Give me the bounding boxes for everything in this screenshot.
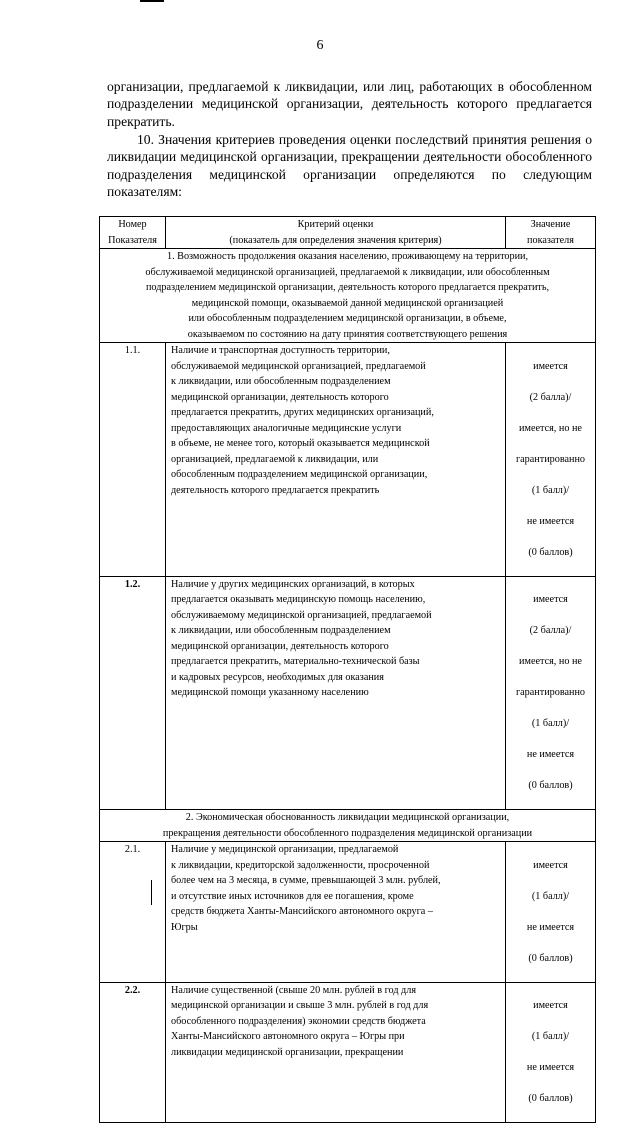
- row-criterion: Наличие и транспортная доступность территории, обслуживаемой медицинской организацией, предлагаемой к ликвидации, или обособленным подразделением медицинской организации, деятельность которого предлагается прекратить, других медицинских организаций, предоставляющих аналогичные медицинские услуги в объеме, не менее того, который оказывается медицинской организацией, предлагаемой к ликвидации, или обособленным подразделением медицинской организации, деятельность которого предлагается прекратить: [166, 343, 506, 577]
- row-value: имеется (2 балла)/ имеется, но не гарантированно (1 балл)/ не имеется (0 баллов): [506, 576, 596, 810]
- row-number: 1.2.: [100, 576, 166, 810]
- item-10-paragraph: 10. Значения критериев проведения оценки последствий принятия решения о ликвидации медицинской организации, прекращении деятельности обособленного подразделения медицинской организации определяются по следующим показателям:: [107, 132, 592, 200]
- row-criterion: Наличие существенной (свыше 20 млн. рублей в год для медицинской организации и свыше 3 млн. рублей в год для обособленного подразделения) экономии средств бюджета Ханты-Мансийского автономного округа – Югры при ликвидации медицинской организации, прекращении: [166, 982, 506, 1123]
- row-number: 1.1.: [100, 343, 166, 577]
- header-value: Значение показателя: [506, 217, 596, 249]
- row-value: имеется (1 балл)/ не имеется (0 баллов): [506, 842, 596, 983]
- section-2-title: 2. Экономическая обоснованность ликвидации медицинской организации, прекращения деятельности обособленного подразделения медицинской организации: [100, 810, 596, 842]
- table-row: [100, 982, 596, 1123]
- row-value: имеется (2 балла)/ имеется, но не гарантированно (1 балл)/ не имеется (0 баллов): [506, 343, 596, 577]
- row-number: 2.2.: [100, 982, 166, 1123]
- criteria-table: [99, 216, 596, 1123]
- section-1-row: [100, 249, 596, 343]
- table-row: [100, 842, 596, 983]
- header-criterion: Критерий оценки (показатель для определения значения критерия): [166, 217, 506, 249]
- intro-paragraph: организации, предлагаемой к ликвидации, или лиц, работающих в обособленном подразделении медицинской организации, деятельность которого предлагается прекратить.: [107, 79, 592, 129]
- table-row: [100, 576, 596, 810]
- page-number: 6: [316, 38, 324, 53]
- table-row: [100, 343, 596, 577]
- scan-artifact-top: [140, 0, 164, 2]
- row-criterion: Наличие у других медицинских организаций, в которых предлагается оказывать медицинскую помощь населению, обслуживаемому медицинской организацией, предлагаемой к ликвидации, или обособленным подразделением медицинской организации, деятельность которого предлагается прекратить, материально-технической базы и кадровых ресурсов, необходимых для оказания медицинской помощи указанному населению: [166, 576, 506, 810]
- section-1-title: 1. Возможность продолжения оказания населению, проживающему на территории, обслуживаемой медицинской организацией, предлагаемой к ликвидации, или обособленным подразделением медицинской организации, деятельность которого предлагается прекратить, медицинской помощи, оказываемой данной медицинской организацией или обособленным подразделением медицинской организации, в объеме, оказываемом по состоянию на дату принятия соответствующего решения: [100, 249, 596, 343]
- header-number: Номер Показателя: [100, 217, 166, 249]
- row-number: 2.1.: [100, 842, 166, 983]
- table-header-row: [100, 217, 596, 249]
- row-criterion: Наличие у медицинской организации, предлагаемой к ликвидации, кредиторской задолженности, просроченной более чем на 3 месяца, в сумме, превышающей 3 млн. рублей, и отсутствие иных источников для ее погашения, кроме средств бюджета Ханты-Мансийского автономного округа – Югры: [166, 842, 506, 983]
- row-value: имеется (1 балл)/ не имеется (0 баллов): [506, 982, 596, 1123]
- section-2-row: [100, 810, 596, 842]
